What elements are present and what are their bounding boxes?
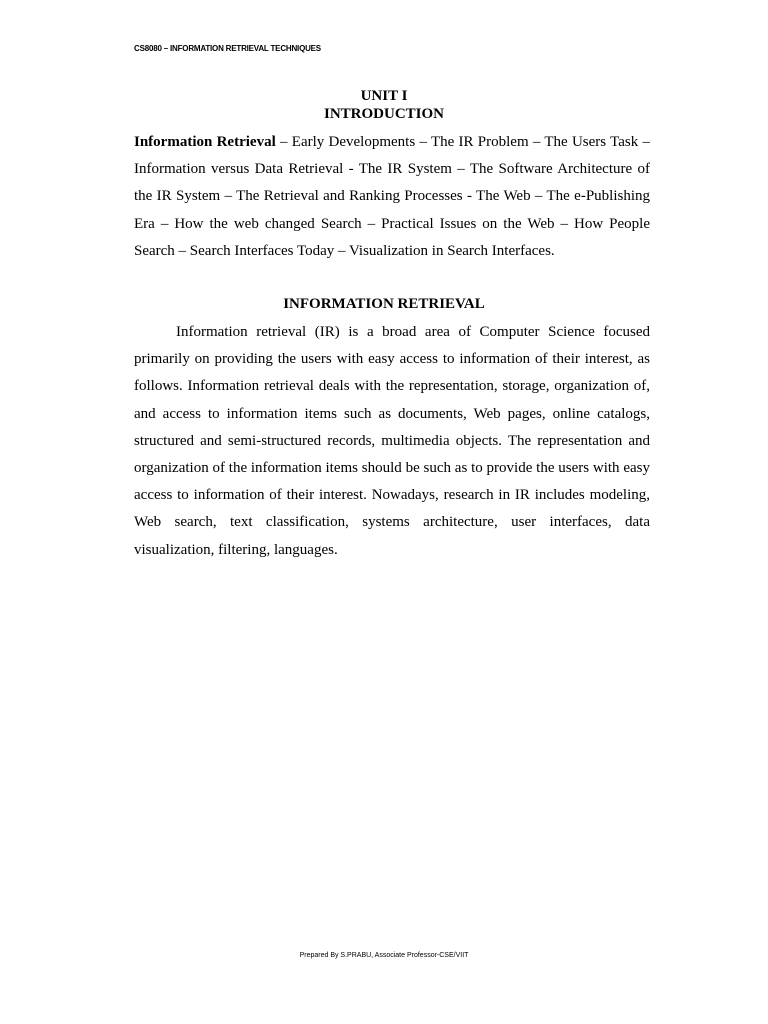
unit-subtitle: INTRODUCTION [323, 106, 444, 122]
body-paragraph: Information retrieval (IR) is a broad area of Computer Science focused primarily on providing the users with easy access to information of their interest, as follows. Information retrieval deals with the representation, storage, organization of, and access to information items such as documents, Web pages, online catalogs, structured and semi-structured records, multimedia objects. The representation and organization of the information items should be such as to provide the users with easy access to information of their interest. Nowadays, research in IR includes modeling, Web search, text classification, systems architecture, user interfaces, data visualization, filtering, languages. [134, 324, 650, 558]
syllabus-text: – Early Developments – The IR Problem – The Users Task – Information versus Data Retrieval - The IR System – The Software Architecture of the IR System – The Retrieval and Ranking Processes - The Web – The e-Publishing Era – How the web changed Search – Practical Issues on the Web – How People Search – Search Interfaces Today – Visualization in Search Interfaces. [134, 134, 651, 259]
running-footer: Prepared By S.PRABU, Associate Professor-CSE/VIIT [299, 952, 469, 959]
section-heading: INFORMATION RETRIEVAL [283, 296, 485, 312]
syllabus-paragraph [134, 129, 650, 265]
syllabus-lead: Information Retrieval [134, 134, 276, 150]
running-header: CS8080 – INFORMATION RETRIEVAL TECHNIQUES [134, 44, 321, 53]
unit-title: UNIT I [360, 88, 408, 104]
